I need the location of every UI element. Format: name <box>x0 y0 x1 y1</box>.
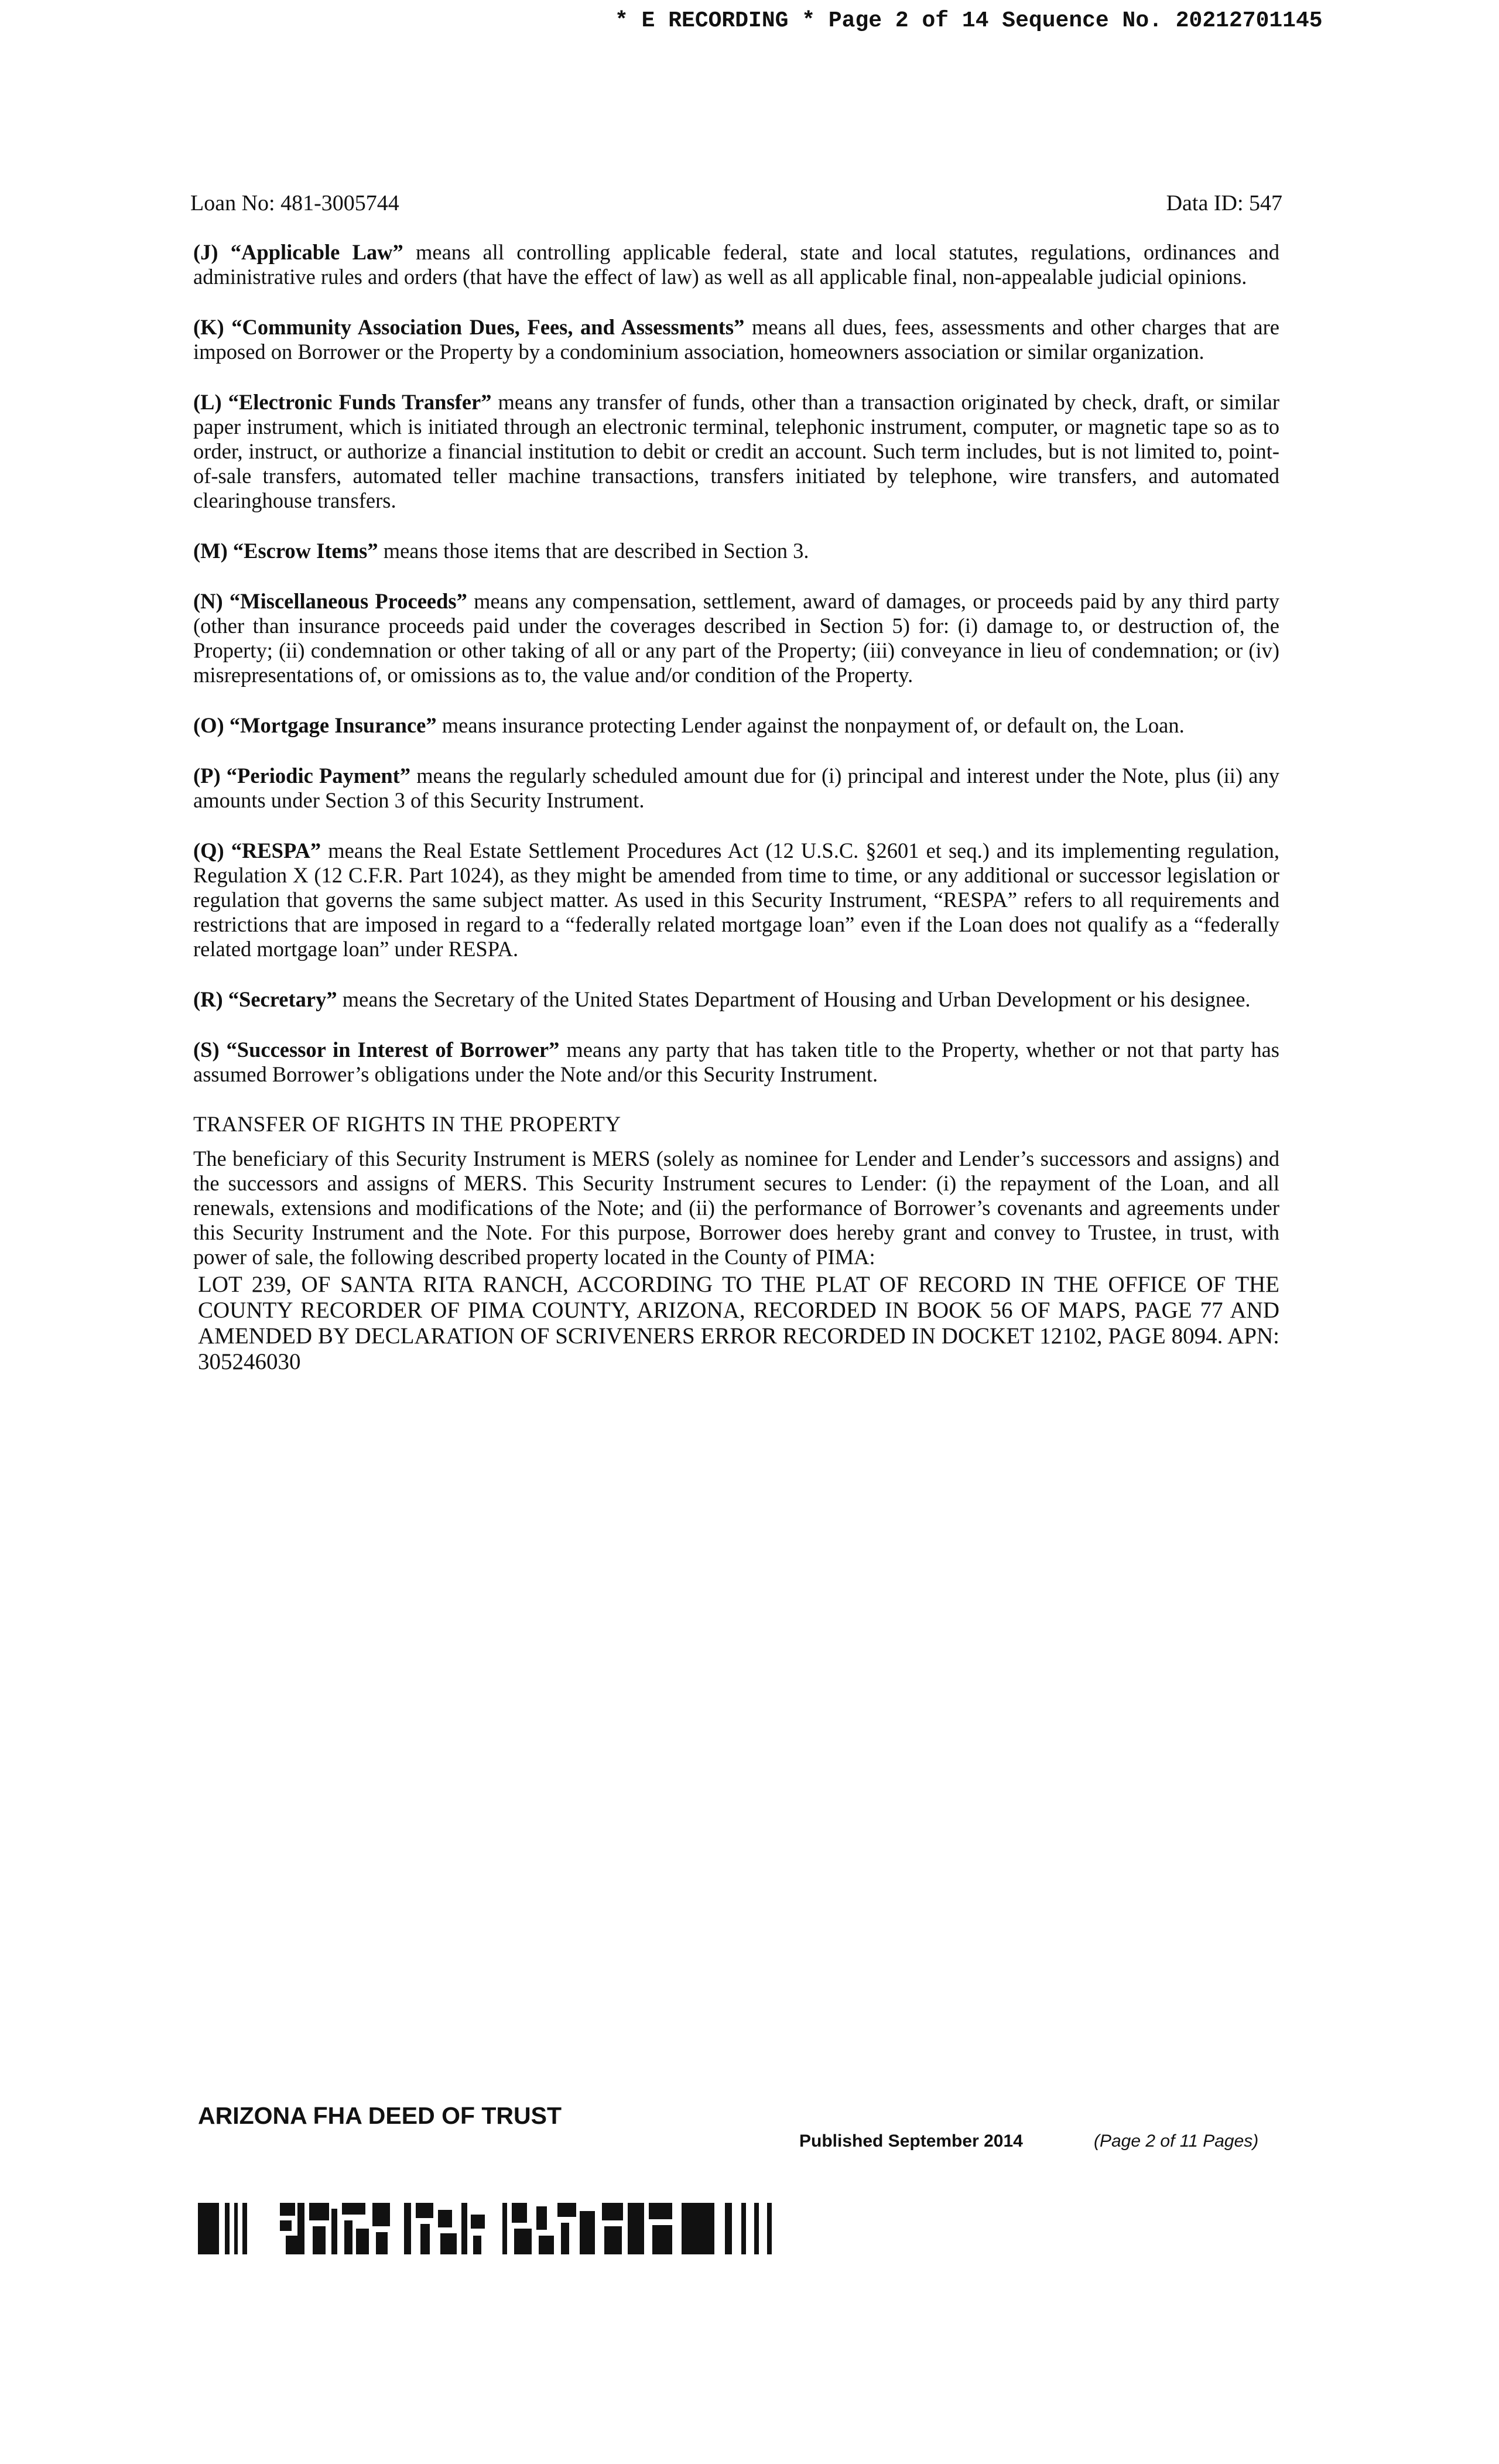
definition-term: (Q) “RESPA” <box>193 839 321 863</box>
document-header <box>190 190 1282 216</box>
definition-k <box>193 315 1279 364</box>
definition-term: (M) “Escrow Items” <box>193 539 378 563</box>
definition-term: (O) “Mortgage Insurance” <box>193 713 437 737</box>
definition-s <box>193 1038 1279 1087</box>
definition-term: (L) “Electronic Funds Transfer” <box>193 390 492 414</box>
definition-p <box>193 764 1279 813</box>
definition-text: means any transfer of funds, other than a transaction originated by check, draft, or similar paper instrument, which is initiated through an electronic terminal, telephonic instrument, computer, or magnetic tape so as to order, instruct, or authorize a financial institution to debit or credit an account. Such term includes, but is not limited to, point-of-sale transfers, automated teller machine transactions, transfers initiated by telephone, wire transfers, and automated clearinghouse transfers. <box>193 390 1280 512</box>
data-id: Data ID: 547 <box>1166 191 1282 215</box>
definition-text: means any compensation, settlement, award of damages, or proceeds paid by any third party (other than insurance proceeds paid under the coverages described in Section 5) for: (i) damage to, or destruction of, the Property; (ii) condemnation or other taking of all or any part of the Property; (iii) conveyance in lieu of condemnation; or (iv) misrepresentations of, or omissions as to, the value and/or condition of the Property. <box>193 589 1279 687</box>
definition-l <box>193 390 1279 513</box>
definition-text: means insurance protecting Lender against the nonpayment of, or default on, the Loan. <box>436 713 1185 737</box>
transfer-section-title: TRANSFER OF RIGHTS IN THE PROPERTY <box>193 1113 621 1137</box>
definition-term: (P) “Periodic Payment” <box>193 764 411 788</box>
definition-o <box>193 713 1279 738</box>
definition-term: (K) “Community Association Dues, Fees, and Assessments” <box>193 315 745 339</box>
definition-r <box>193 987 1279 1012</box>
barcode <box>198 2203 781 2254</box>
definition-text: means the regularly scheduled amount due for (i) principal and interest under the Note, plus (ii) any amounts under Section 3 of this Security Instrument. <box>193 764 1279 812</box>
transfer-paragraph: The beneficiary of this Security Instrument is MERS (solely as nominee for Lender and Lender’s successors and assigns) and the successors and assigns of MERS. This Security Instrument secures to Lender: (i) the repayment of the Loan, and all renewals, extensions and modifications of the Note; and (ii) the performance of Borrower’s covenants and agreements under this Security Instrument and the Note. For this purpose, Borrower does hereby grant and convey to Trustee, in trust, with power of sale, the following described property located in the County of PIMA: <box>193 1147 1279 1269</box>
definition-term: (J) “Applicable Law” <box>193 240 403 264</box>
definition-term: (S) “Successor in Interest of Borrower” <box>193 1038 560 1062</box>
definition-q <box>193 839 1279 961</box>
definition-n <box>193 589 1279 687</box>
published-date: Published September 2014 <box>799 2131 1023 2151</box>
definition-text: means any party that has taken title to the Property, whether or not that party has assumed Borrower’s obligations under the Note and/or this Security Instrument. <box>193 1038 1279 1086</box>
definition-text: means the Secretary of the United States Department of Housing and Urban Development or his designee. <box>337 987 1251 1011</box>
definition-text: means all controlling applicable federal, state and local statutes, regulations, ordinances and administrative rules and orders (that have the effect of law) as well as all applicable final, non-appealable judicial opinions. <box>193 240 1279 289</box>
loan-number: Loan No: 481-3005744 <box>190 191 399 215</box>
definition-text: means those items that are described in Section 3. <box>378 539 809 563</box>
definition-text: means the Real Estate Settlement Procedures Act (12 U.S.C. §2601 et seq.) and its implementing regulation, Regulation X (12 C.F.R. Part 1024), as they might be amended from time to time, or any additional or successor legislation or regulation that governs the same subject matter. As used in this Security Instrument, “RESPA” refers to all requirements and restrictions that are imposed in regard to a “federally related mortgage loan” even if the Loan does not qualify as a “federally related mortgage loan” under RESPA. <box>193 839 1279 961</box>
page-indicator: (Page 2 of 11 Pages) <box>1094 2131 1259 2151</box>
definition-term: (R) “Secretary” <box>193 987 337 1011</box>
definition-text: means all dues, fees, assessments and other charges that are imposed on Borrower or the Property by a condominium association, homeowners association or similar organization. <box>193 315 1279 364</box>
definition-j <box>193 240 1279 289</box>
document-body <box>193 240 1279 1375</box>
form-title: ARIZONA FHA DEED OF TRUST <box>198 2102 562 2129</box>
recording-stamp: * E RECORDING * Page 2 of 14 Sequence No. 20212701145 <box>615 8 1323 33</box>
legal-description: LOT 239, OF SANTA RITA RANCH, ACCORDING TO THE PLAT OF RECORD IN THE OFFICE OF THE COUNTY RECORDER OF PIMA COUNTY, ARIZONA, RECORDED IN BOOK 56 OF MAPS, PAGE 77 AND AMENDED BY DECLARATION OF SCRIVENERS ERROR RECORDED IN DOCKET 12102, PAGE 8094. APN: 305246030 <box>198 1272 1279 1374</box>
definition-term: (N) “Miscellaneous Proceeds” <box>193 589 467 613</box>
definition-m <box>193 539 1279 563</box>
